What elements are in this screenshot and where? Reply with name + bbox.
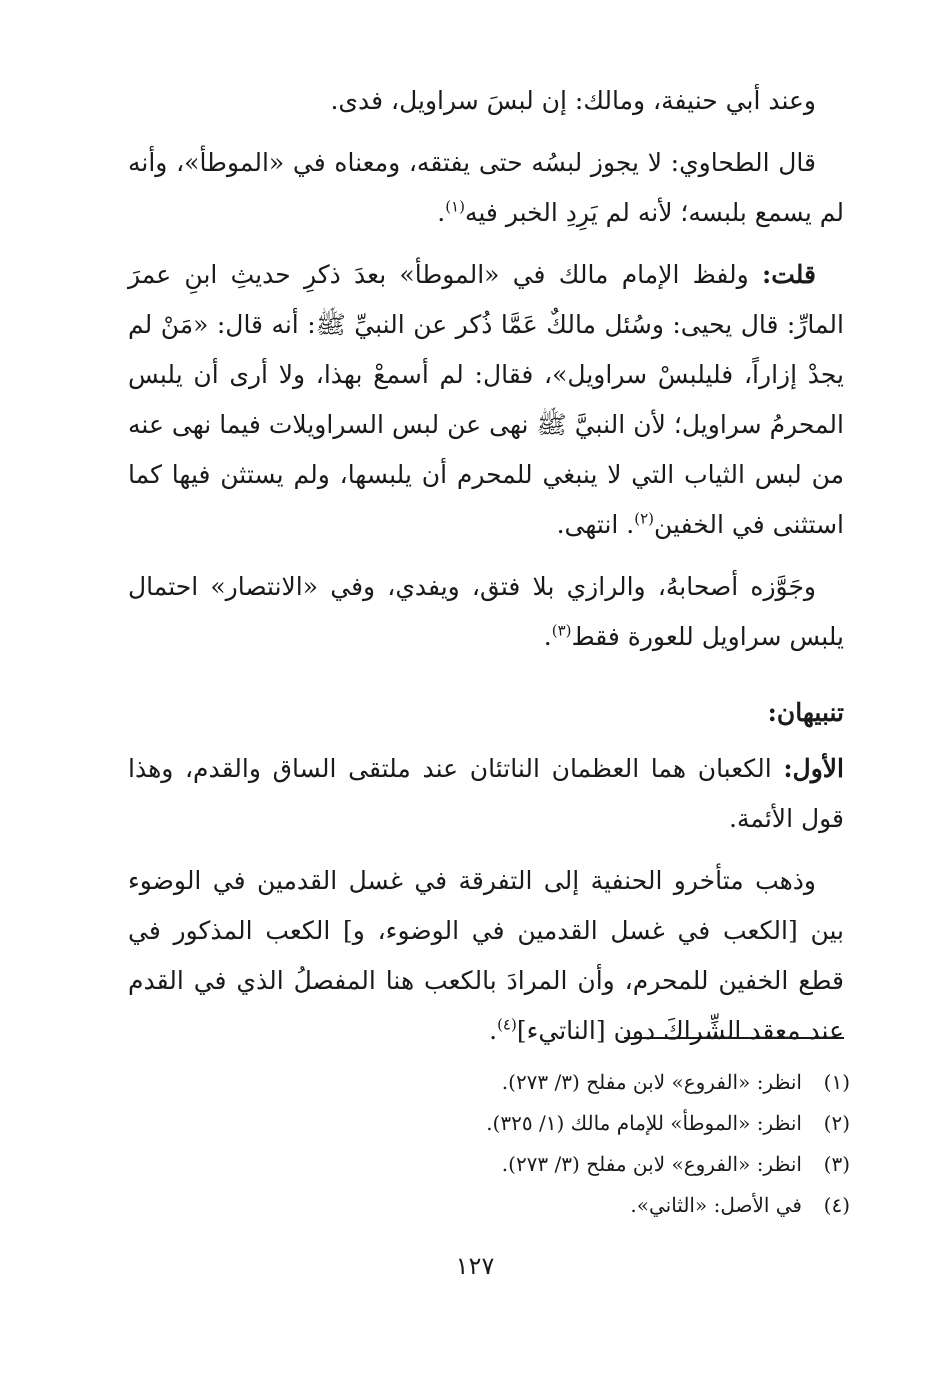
paragraph-text: .: [437, 198, 446, 227]
footnote: [130, 1185, 850, 1226]
footnote: [130, 1062, 850, 1103]
footnote-text: انظر: «الموطأ» للإمام مالك (١/ ٣٢٥).: [486, 1111, 802, 1135]
footnote-ref[interactable]: (٢): [634, 509, 655, 528]
footnote-number: (٣): [823, 1152, 850, 1176]
paragraph-text: وعند أبي حنيفة، ومالك: إن لبسَ سراويل، فدى.: [330, 86, 816, 115]
footnote-number: (٤): [823, 1193, 850, 1217]
paragraph: [128, 76, 844, 126]
lead-word: قلت:: [761, 260, 816, 289]
paragraph-text: . انتهى.: [556, 510, 635, 539]
footnote-text: انظر: «الفروع» لابن مفلح (٣/ ٢٧٣).: [501, 1152, 802, 1176]
footnote: [130, 1144, 850, 1185]
paragraph-text: وجَوَّزه أصحابهُ، والرازي بلا فتق، ويفدي، وفي «الانتصار» احتمال يلبس سراويل للعورة فقط: [128, 572, 844, 651]
footnote-ref[interactable]: (٣): [551, 621, 572, 640]
footnote-text: انظر: «الفروع» لابن مفلح (٣/ ٢٧٣).: [501, 1070, 802, 1094]
paragraph-text: وذهب متأخرو الحنفية إلى التفرقة في غسل القدمين في الوضوء بين [الكعب في غسل القدمين في الوضوء، و] الكعب المذكور في قطع الخفين للمحرم، وأن المرادَ بالكعب هنا المفصلُ الذي في القدم عند معقد الشِّراكَ دون [الناتيء]: [128, 866, 844, 1045]
footnote-ref[interactable]: (١): [445, 197, 465, 216]
paragraph-text: قال الطحاوي: لا يجوز لبسُه حتى يفتقه، ومعناه في «الموطأ»، وأنه لم يسمع بلبسه؛ لأنه لم يَرِدِ الخبر فيه: [128, 148, 844, 227]
paragraph: [128, 138, 844, 238]
footnote-number: (٢): [823, 1111, 850, 1135]
footnotes-list: [130, 1062, 850, 1226]
paragraph-text: .: [543, 622, 552, 651]
paragraph-text: الكعبان هما العظمان الناتئان عند ملتقى الساق والقدم، وهذا قول الأئمة.: [128, 754, 844, 833]
paragraph: [128, 250, 844, 550]
paragraph-text: .: [489, 1016, 498, 1045]
paragraph: [128, 744, 844, 844]
paragraph: [128, 856, 844, 1056]
heading-text: تنبيهان:: [767, 698, 844, 727]
paragraph-text: ولفظ الإمام مالك في «الموطأ» بعدَ ذكرِ حديثِ ابنِ عمرَ المارِّ: قال يحيى: وسُئل مالكٌ عَمَّا ذُكر عن النبيِّ ﷺ: أنه قال: «مَنْ لم يجدْ إزاراً، فليلبسْ سراويل»، فقال: لم أسمعْ بهذا، ولا أرى أن يلبس المحرمُ سراويل؛ لأن النبيَّ ﷺ نهى عن لبس السراويلات فيما نهى عنه من لبس الثياب التي لا ينبغي للمحرم أن يلبسها، ولم يستثن فيها كما استثنى في الخفين: [128, 260, 844, 539]
lead-word: الأول:: [783, 754, 844, 783]
footnote-number: (١): [823, 1070, 850, 1094]
page-number: ١٢٧: [455, 1252, 495, 1280]
footnote-divider: [624, 1037, 844, 1039]
paragraph: [128, 562, 844, 662]
main-text: [128, 76, 844, 1068]
footnote-ref[interactable]: (٤): [497, 1015, 517, 1034]
footnote: [130, 1103, 850, 1144]
footnote-text: في الأصل: «الثاني».: [630, 1193, 802, 1217]
section-heading: [128, 688, 844, 738]
